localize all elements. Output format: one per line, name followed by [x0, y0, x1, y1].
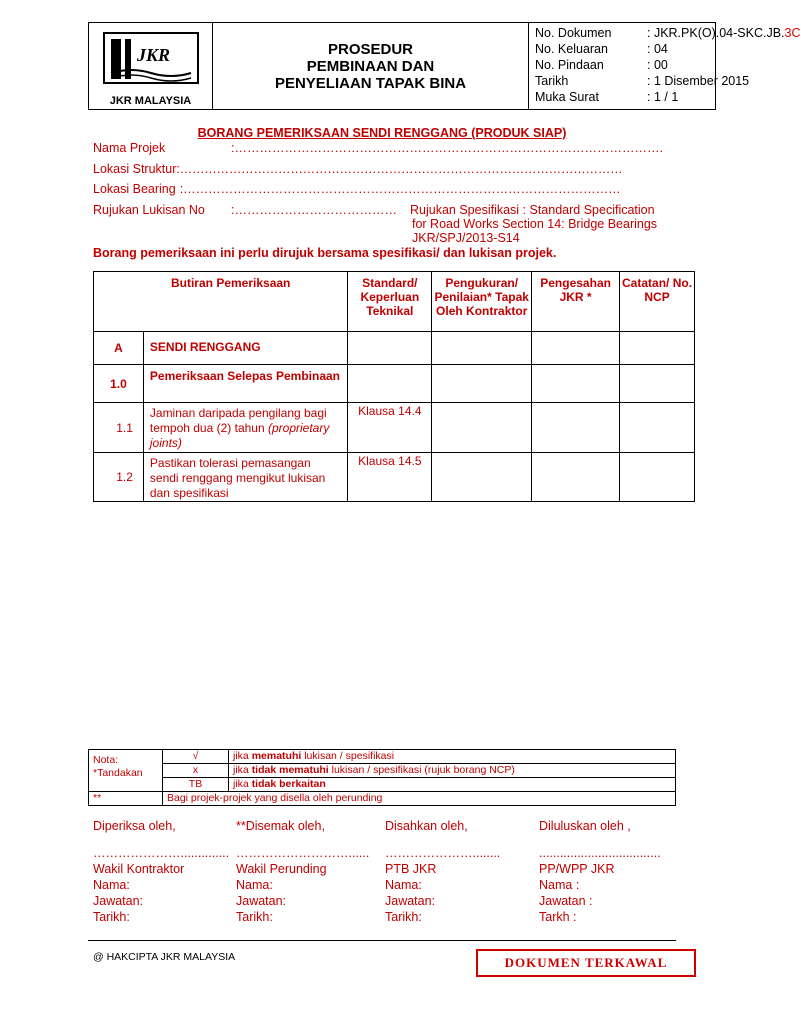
meta-no-pindaan: No. Pindaan : 00 — [535, 58, 668, 72]
field-nama-projek: Nama Projek :…………………………………………………………………………………………. — [93, 141, 663, 155]
table-row: A SENDI RENGGANG — [94, 332, 695, 365]
nota-table — [88, 749, 676, 806]
inspection-table — [93, 271, 695, 502]
nota-row: TB jika tidak berkaitan — [89, 778, 676, 792]
logo-cell — [89, 23, 213, 109]
footer-divider — [88, 940, 676, 941]
document-header — [88, 22, 801, 110]
field-rujukan-lukisan: Rujukan Lukisan No :………………………………… — [93, 203, 397, 217]
jkr-logo-icon — [101, 29, 201, 93]
dokumen-terkawal-stamp: DOKUMEN TERKAWAL — [476, 949, 696, 977]
svg-text:JKR: JKR — [137, 45, 171, 65]
signature-block-kontraktor: Diperiksa oleh, ………………….............. Wakil Kontraktor Nama: Jawatan: Tarikh: — [93, 819, 230, 924]
header-pengukuran: Pengukuran/ Penilaian* Tapak Oleh Kontraktor — [432, 272, 532, 332]
nota-row: Nota: *Tandakan √ jika mematuhi lukisan / spesifikasi — [89, 750, 676, 764]
table-header-row — [94, 272, 695, 332]
header-butiran: Butiran Pemeriksaan — [94, 272, 348, 332]
nota-row: ** Bagi projek-projek yang disella oleh perunding — [89, 792, 676, 806]
field-lokasi-bearing: Lokasi Bearing :…………………………………………………………………………………………… — [93, 182, 621, 196]
footer-copyright: @ HAKCIPTA JKR MALAYSIA — [93, 951, 236, 963]
table-row: 1.2 Pastikan tolerasi pemasangan sendi renggang mengikut lukisan dan spesifikasi Klausa 14.5 — [94, 453, 695, 502]
table-row: 1.0 Pemeriksaan Selepas Pembinaan — [94, 365, 695, 403]
form-title: BORANG PEMERIKSAAN SENDI RENGGANG (PRODUK SIAP) — [197, 126, 567, 140]
signature-block-ptb: Disahkan oleh, …………………........ PTB JKR Nama: Jawatan: Tarikh: — [385, 819, 501, 924]
meta-no-keluaran: No. Keluaran : 04 — [535, 42, 668, 56]
nota-row: x jika tidak mematuhi lukisan / spesifikasi (rujuk borang NCP) — [89, 764, 676, 778]
meta-muka-surat: Muka Surat : 1 / 1 — [535, 90, 679, 104]
meta-no-dokumen: No. Dokumen : JKR.PK(O).04-SKC.JB.3C — [535, 26, 801, 40]
form-note: Borang pemeriksaan ini perlu dirujuk bersama spesifikasi/ dan lukisan projek. — [93, 246, 557, 260]
signature-block-perunding: **Disemak oleh, ………………………...... Wakil Perunding Nama: Jawatan: Tarikh: — [236, 819, 370, 924]
header-pengesahan: Pengesahan JKR * — [532, 272, 620, 332]
document-title: PROSEDUR PEMBINAAN DAN PENYELIAAN TAPAK BINA — [213, 23, 529, 109]
signature-block-pp: Diluluskan oleh , ................................... PP/WPP JKR Nama : Jawatan : Tarkh : — [539, 819, 661, 924]
field-lokasi-struktur: Lokasi Struktur:……………………………………………………………………………………………… — [93, 162, 623, 176]
table-row: 1.1 Jaminan daripada pengilang bagi tempoh dua (2) tahun (proprietary joints) Klausa 14.4 — [94, 403, 695, 453]
header-catatan: Catatan/ No. NCP — [620, 272, 695, 332]
org-name: JKR MALAYSIA — [109, 95, 192, 107]
document-meta — [529, 23, 801, 109]
meta-tarikh: Tarikh : 1 Disember 2015 — [535, 74, 750, 88]
field-rujukan-spesifikasi: Rujukan Spesifikasi : Standard Specification for Road Works Section 14: Bridge Bearings JKR/SPJ/2013-S14 — [410, 203, 658, 245]
header-standard: Standard/ Keperluan Teknikal — [348, 272, 432, 332]
